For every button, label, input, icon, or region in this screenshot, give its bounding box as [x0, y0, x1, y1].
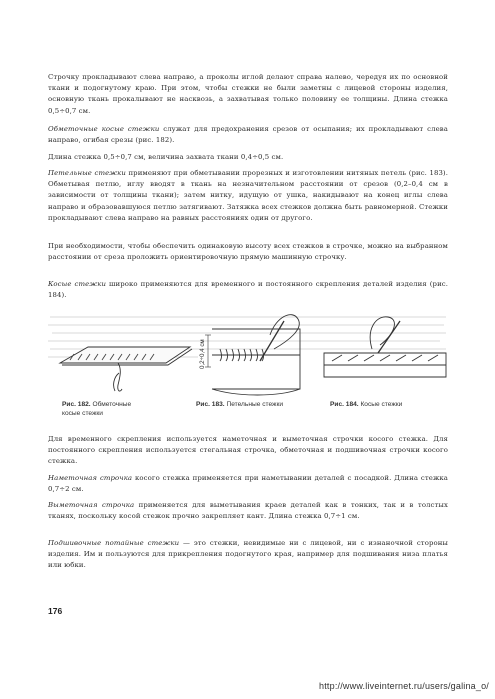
paragraph-10: Подшивочные потайные стежки — это стежки, невидимые ни с лицевой, ни с изнаночной стороны изделия. Им и пользуются для прикрепления подогнутого края, например для подшивания низа платья или юбки. — [48, 539, 448, 570]
page-number: 176 — [48, 606, 63, 616]
paragraph-1: Строчку прокладывают слева направо, а проколы иглой делают справа налево, чередуя их по основной ткани и подогнутому краю. При этом, чтобы стежки не были заметны с лицевой стороны изделия, основную ткань прокалывают не насквозь, а захватывая только половину ее толщины. Длина стежка 0,5÷0,7 см. — [48, 73, 448, 115]
term-podshivochnye: Подшивочные потайные стежки — [48, 539, 180, 547]
caption-fig-183 — [196, 400, 283, 409]
caption-182-text-2: косые стежки — [62, 410, 103, 417]
caption-183-text: Петельные стежки — [226, 401, 284, 408]
paragraph-9: Выметочная строчка применяется для выметывания краев деталей как в тонких, так и в толстых тканях, поскольку косой стежок прочно закрепляет кант. Длина стежка 0,7÷1 см. — [48, 501, 448, 521]
paragraph-2: Обметочные косые стежки служат для предохранения срезов от осыпания; их прокладывают слева направо, огибая срезы (рис. 182). — [48, 125, 448, 145]
paragraph-5: При необходимости, чтобы обеспечить одинаковую высоту всех стежков в строчке, можно на выбранном расстоянии от среза проложить ориентировочную прямую машинную строчку. — [48, 242, 448, 262]
paragraph-3: Длина стежка 0,5÷0,7 см, величина захвата ткани 0,4÷0,5 см. — [48, 153, 284, 161]
caption-fig-182 — [62, 400, 131, 418]
term-vymetochnaya: Выметочная строчка — [48, 501, 135, 509]
caption-184-text: Косые стежки — [360, 401, 403, 408]
figure-183-drawing — [205, 315, 300, 395]
caption-fig-184 — [330, 400, 402, 409]
figures-illustration — [48, 305, 448, 405]
figure-182-drawing — [60, 347, 192, 391]
term-obmetochnye: Обметочные косые стежки — [48, 125, 160, 133]
paragraph-6: Косые стежки широко применяются для временного и постоянного скрепления деталей изделия (рис. 184). — [48, 280, 449, 300]
paragraph-8: Наметочная строчка косого стежка применяется при наметывании деталей с посадкой. Длина стежка 0,7÷2 см. — [48, 474, 448, 494]
paragraph-7: Для временного скрепления используется наметочная и выметочная строчки косого стежка. Для постоянного скрепления используется стегальная строчка, обметочная и подшивочная строчки косого стежка. — [48, 435, 448, 466]
caption-183-number: Рис. 183. — [196, 401, 225, 408]
caption-184-number: Рис. 184. — [330, 401, 359, 408]
source-url: http://www.liveinternet.ru/users/galina_o/ — [319, 681, 489, 691]
term-kosye: Косые стежки — [48, 280, 107, 288]
caption-182-number: Рис. 182. — [62, 401, 91, 408]
term-petelnye: Петельные стежки — [48, 169, 126, 177]
paragraph-4: Петельные стежки применяют при обметывании прорезных и изготовлении нитяных петель (рис. 183). Обметывая петлю, иглу вводят в ткань на незначительном расстоянии от срезов (0,2–0,4 см в зависимости от толщины ткани); затем нитку, идущую от ушка, накидывают на конец иглы слева направо и образовавшуюся петлю затягивают. Затяжка всех стежков должна быть равномерной. Стежки прокладывают слева направо на равных расстояниях один от другого. — [48, 169, 449, 222]
term-nametochnaya: Наметочная строчка — [48, 474, 133, 482]
dimension-label: 0,2÷0,4 см — [199, 339, 206, 369]
caption-182-text-1: Обметочные — [92, 401, 132, 408]
figure-184-drawing — [324, 317, 446, 377]
